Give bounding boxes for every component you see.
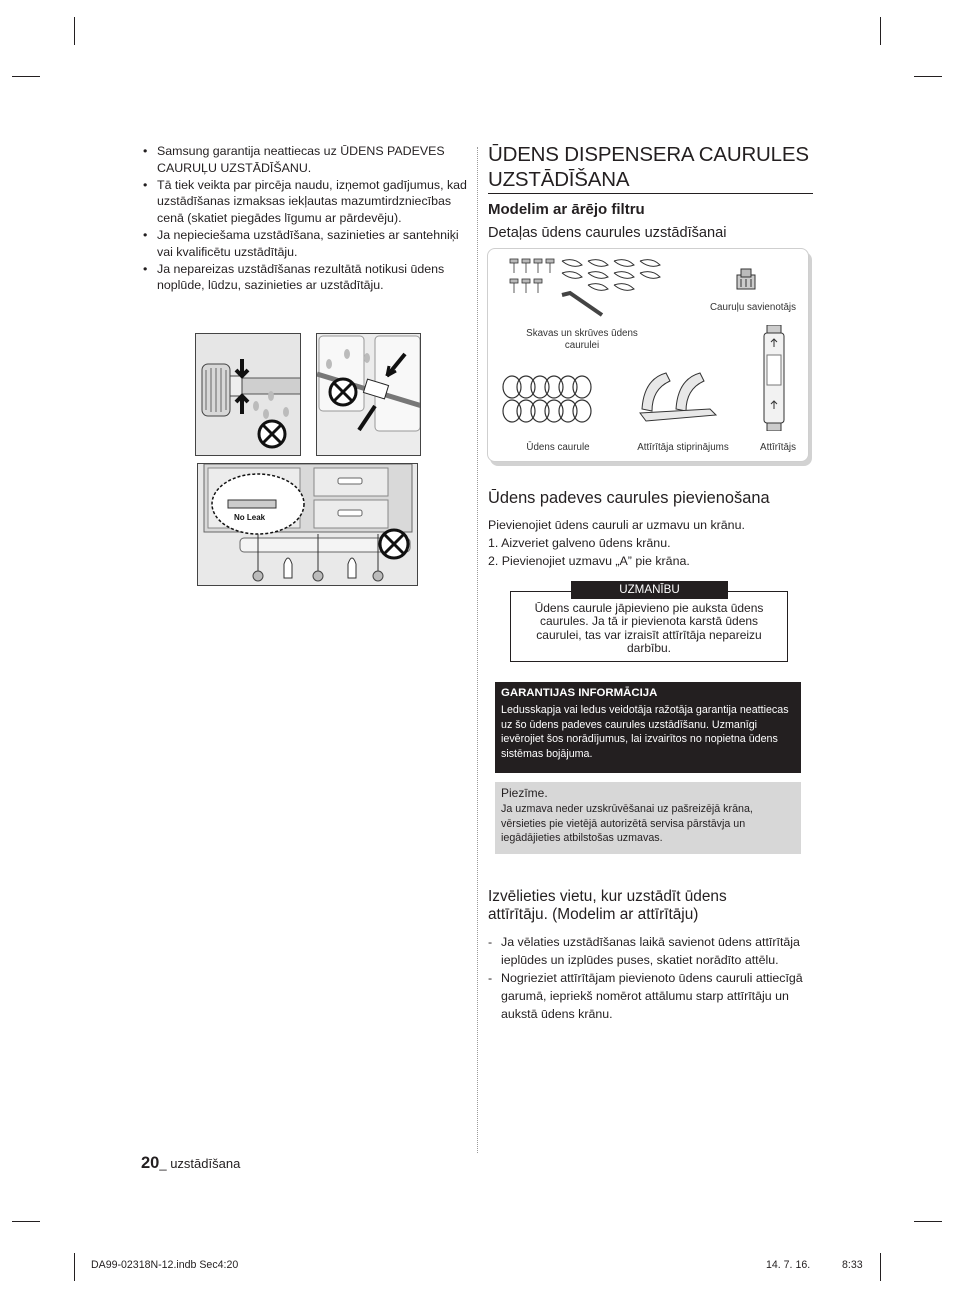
caution-box (510, 583, 788, 662)
note-title: Piezīme. (501, 786, 548, 800)
connect-intro: Pievienojiet ūdens cauruli ar uzmavu un krānu. (488, 518, 745, 532)
list-item: - Ja vēlaties uzstādīšanas laikā savienot ūdens attīrītāja ieplūdes un izplūdes puses, skatiet norādīto attēlu. (488, 933, 808, 969)
no-leak-label: No Leak (234, 513, 266, 522)
water-tube-icon (500, 373, 606, 425)
filter-bracket-caption: Attīrītāja stiprinājums (637, 442, 729, 453)
filter-caption: Attīrītājs (760, 442, 796, 453)
crop-mark (74, 17, 75, 45)
footer-section: _ uzstādīšana (159, 1156, 241, 1171)
page-number: 20 (141, 1154, 160, 1172)
parts-kit-box (487, 248, 809, 462)
faucet-drawing (196, 334, 301, 456)
filter-section-list (488, 933, 808, 1023)
bullet-item: • Samsung garantija neattiecas uz ŪDENS PADEVES CAURUĻU UZSTĀDĪŠANU. (140, 143, 470, 177)
crop-mark (880, 17, 881, 45)
crop-mark (914, 76, 942, 77)
tube-caption: Ūdens caurule (526, 442, 590, 453)
list-item: - Nogrieziet attīrītājam pievienoto ūdens cauruli attiecīgā garumā, iepriekš nomērot attālumu starp attīrītāju un aukstā ūdens krānu. (488, 969, 808, 1023)
crop-mark (880, 1253, 881, 1281)
step-item: 1. Aizveriet galveno ūdens krānu. (488, 536, 671, 550)
filter-section-title: Izvēlieties vietu, kur uzstādīt ūdens attīrītāju. (Modelim ar attīrītāju) (488, 888, 727, 923)
crop-mark (914, 1221, 942, 1222)
warranty-title: GARANTIJAS INFORMĀCIJA (501, 687, 658, 699)
filter-bracket-icon (638, 369, 720, 429)
warranty-bullet-list (140, 143, 470, 294)
parts-heading: Detaļas ūdens caurules uzstādīšanai (488, 225, 727, 241)
bullet-item: • Ja nepareizas uzstādīšanas rezultātā notikusi ūdens noplūde, lūdzu, sazinieties ar uzstādītāju. (140, 261, 470, 295)
refrigerator-illustration (197, 463, 418, 586)
note-box (495, 782, 801, 854)
caution-text: Ūdens caurule jāpievieno pie auksta ūdens caurules. Ja tā ir pievienota karstā ūdens caurulei, tas var izraisīt attīrītāja nepareizu darbību. (534, 601, 764, 656)
step-item: 2. Pievienojiet uzmavu „A” pie krāna. (488, 554, 690, 568)
page-footer (141, 1154, 240, 1173)
crop-mark (12, 1221, 40, 1222)
warranty-text: Ledusskapja vai ledus veidotāja ražotāja garantija neattiecas uz šo ūdens padeves caurules uzstādīšanu. Uzmanīgi ievērojiet šos norādījumus, lai izvairītos no nopietna ūdens sistēmas bojājuma. (501, 704, 789, 760)
faucet-illustration (195, 333, 301, 456)
model-subtitle: Modelim ar ārējo filtru (488, 201, 645, 218)
warranty-info-box (495, 682, 801, 773)
connect-section-title: Ūdens padeves caurules pievienošana (488, 489, 770, 507)
crop-mark (12, 76, 40, 77)
note-text: Ja uzmava neder uzskrūvēšanai uz pašreizējā krāna, vērsieties pie vietējā autorizētā servisa pārstāvja un iegādājieties atbilstošas uzmavas. (501, 803, 753, 844)
caution-label: UZMANĪBU (571, 581, 728, 599)
print-time: 8:33 (842, 1259, 863, 1271)
print-date: 14. 7. 16. (766, 1259, 811, 1271)
clamps-screws-icon (506, 257, 666, 319)
file-slug: DA99-02318N-12.indb Sec4:20 (91, 1259, 239, 1271)
connector-caption: Cauruļu savienotājs (709, 302, 797, 313)
crop-mark (74, 1253, 75, 1281)
refrigerator-drawing (198, 464, 418, 586)
bullet-item: • Ja nepieciešama uzstādīšana, sazinieties ar santehniķi vai kvalificētu uzstādītāju. (140, 227, 470, 261)
pipe-connector-illustration (316, 333, 421, 456)
page-title: ŪDENS DISPENSERA CAURULES UZSTĀDĪŠANA (488, 142, 813, 194)
connector-icon (733, 267, 759, 293)
filter-icon (763, 325, 785, 431)
connect-steps (488, 516, 745, 570)
pipe-drawing (317, 334, 421, 456)
bullet-item: • Tā tiek veikta par pircēja naudu, izņemot gadījumus, kad uzstādīšanas izmaksas iekļautas mazumtirdzniecības cenā (skatiet piegādes līgumu ar pārdevēju). (140, 177, 470, 227)
clamps-caption: Skavas un skrūves ūdens caurulei (526, 328, 638, 351)
column-divider (477, 147, 478, 1153)
